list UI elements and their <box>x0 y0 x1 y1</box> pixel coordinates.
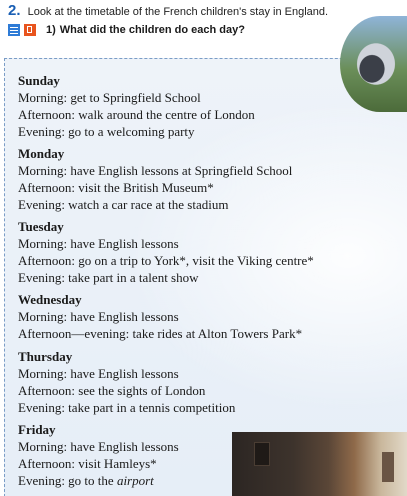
day-tuesday <box>18 218 314 286</box>
day-title: Friday <box>18 422 56 437</box>
day-sunday <box>18 72 255 140</box>
notebook-icon <box>24 24 36 36</box>
day-line: Afternoon: walk around the centre of London <box>18 107 255 122</box>
task-question: What did the children do each day? <box>59 24 245 36</box>
task-line <box>8 22 245 38</box>
exercise-number: 2. <box>8 2 21 19</box>
day-monday <box>18 145 292 213</box>
day-title: Sunday <box>18 73 60 88</box>
day-line: Morning: get to Springfield School <box>18 90 201 105</box>
day-line: Afternoon: see the sights of London <box>18 383 206 398</box>
day-line: Morning: have English lessons <box>18 309 179 324</box>
day-line: Afternoon: visit the British Museum* <box>18 180 214 195</box>
day-line: Morning: have English lessons <box>18 439 179 454</box>
day-line: Evening: watch a car race at the stadium <box>18 197 229 212</box>
street-photo <box>232 432 407 496</box>
day-line: Morning: have English lessons at Springfield School <box>18 163 293 178</box>
day-line: Afternoon: visit Hamleys* <box>18 456 157 471</box>
day-line: Morning: have English lessons <box>18 366 179 381</box>
day-line: Evening: take part in a tennis competition <box>18 400 236 415</box>
evening-prefix: Evening: go to the <box>18 473 117 488</box>
day-line-evening <box>18 472 179 489</box>
day-title: Wednesday <box>18 292 82 307</box>
exercise-header <box>8 2 403 20</box>
day-line: Evening: go to a welcoming party <box>18 124 195 139</box>
day-line: Afternoon—evening: take rides at Alton Towers Park* <box>18 326 303 341</box>
task-number: 1) <box>46 24 56 36</box>
evening-destination: airport <box>116 473 154 488</box>
day-line: Morning: have English lessons <box>18 236 179 251</box>
exercise-instruction: Look at the timetable of the French children's stay in England. <box>27 6 329 18</box>
day-title: Thursday <box>18 349 73 364</box>
day-friday <box>18 421 179 489</box>
day-title: Tuesday <box>18 219 64 234</box>
day-wednesday <box>18 291 302 342</box>
day-thursday <box>18 348 235 416</box>
day-line: Evening: take part in a talent show <box>18 270 199 285</box>
day-title: Monday <box>18 146 65 161</box>
day-line: Afternoon: go on a trip to York*, visit the Viking centre* <box>18 253 314 268</box>
list-icon <box>8 24 20 36</box>
